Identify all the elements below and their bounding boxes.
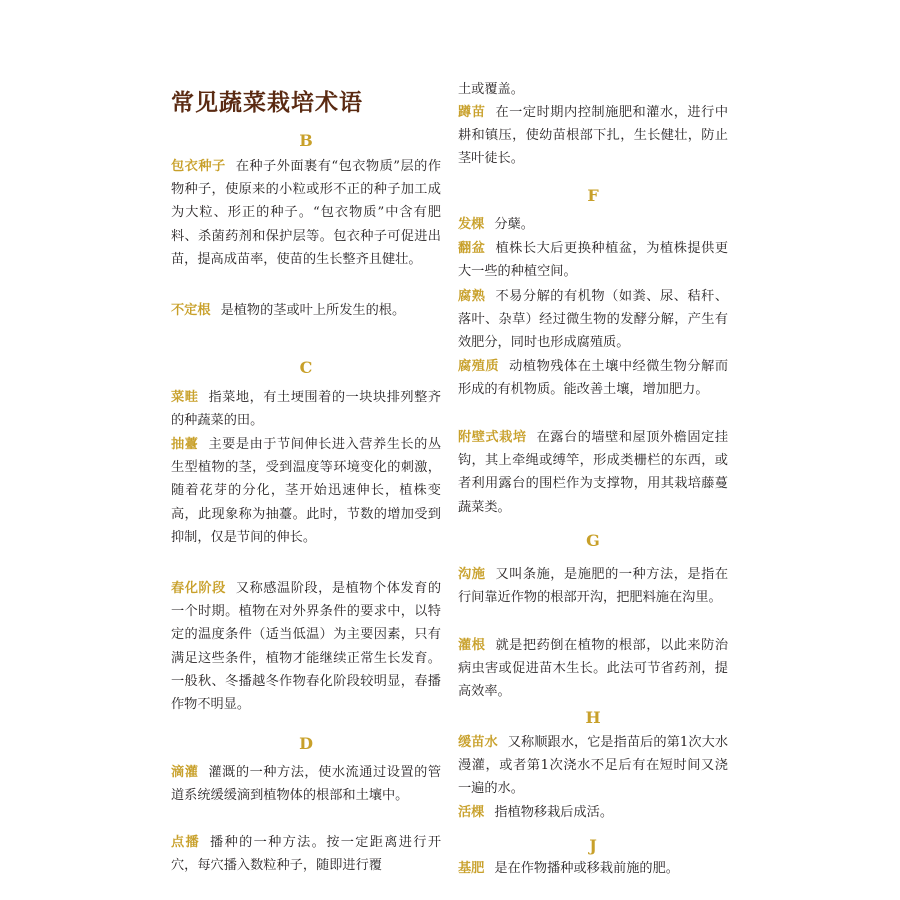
entry-term: 春化阶段 xyxy=(171,581,226,596)
entry-term: 不定根 xyxy=(171,303,211,318)
section-letter-h: H xyxy=(585,708,601,727)
section-letter-f: F xyxy=(587,186,599,205)
entry-term: 包衣种子 xyxy=(171,159,226,174)
entry-term: 基肥 xyxy=(458,861,485,876)
entry-definition: 就是把药倒在植物的根部，以此来防治病虫害或促进苗木生长。此法可节省药剂，提高效率。 xyxy=(458,638,729,700)
entry-baoyi xyxy=(171,155,441,271)
entry-definition: 是在作物播种或移栽前施的肥。 xyxy=(494,861,679,876)
entry-term: 沟施 xyxy=(458,567,486,582)
entry-definition: 主要是由于节间伸长进入营养生长的丛生型植物的茎，受到温度等环境变化的刺激，随着花芽的分化，茎开始迅速伸长，植株变高，此现象称为抽薹。此时，节数的增加受到抑制，仅是节间的伸长。 xyxy=(171,437,442,545)
entry-definition: 在种子外面裹有“包衣物质”层的作物种子，使原来的小粒或形不正的种子加工成为大粒、形正的种子。“包衣物质”中含有肥料、杀菌药剂和保护层等。包衣种子可促进出苗，提高成苗率，使苗的生长整齐且健壮。 xyxy=(171,159,442,267)
entry-term: 菜畦 xyxy=(171,390,199,405)
entry-fanpen xyxy=(458,237,728,283)
entry-goushi xyxy=(458,563,728,609)
entry-term: 点播 xyxy=(171,835,201,850)
entry-definition: 土或覆盖。 xyxy=(458,82,524,97)
page-title: 常见蔬菜栽培术语 xyxy=(171,90,363,116)
section-letter-c: C xyxy=(299,358,313,377)
entry-choutai xyxy=(171,433,441,549)
entry-definition: 灌溉的一种方法，使水流通过设置的管道系统缓缓滴到植物体的根部和土壤中。 xyxy=(171,765,442,804)
entry-buding xyxy=(171,299,441,322)
section-letter-d: D xyxy=(299,734,313,753)
entry-term: 滴灌 xyxy=(171,765,199,780)
entry-definition: 在一定时期内控制施肥和灌水，进行中耕和镇压，使幼苗根部下扎，生长健壮，防止茎叶徒长。 xyxy=(458,105,729,167)
entry-definition: 不易分解的有机物（如粪、尿、秸秆、落叶、杂草）经过微生物的发酵分解，产生有效肥分，同时也形成腐殖质。 xyxy=(458,289,729,351)
entry-definition: 又称感温阶段，是植物个体发育的一个时期。植物在对外界条件的要求中，以特定的温度条件（适当低温）为主要因素，只有满足这些条件，植物才能继续正常生长发育。一般秋、冬播越冬作物春化阶段较明显，春播作物不明显。 xyxy=(171,581,442,713)
entry-definition: 指植物移栽后成活。 xyxy=(494,805,614,820)
entry-definition: 又称顺跟水，它是指苗后的第1次大水漫灌，或者第1次浇水不足后有在短时间又浇一遍的水。 xyxy=(458,735,729,797)
entry-term: 腐熟 xyxy=(458,289,486,304)
entry-dianbo-continued xyxy=(458,78,728,101)
section-letter-g: G xyxy=(586,531,600,550)
entry-fake xyxy=(458,213,728,236)
entry-term: 抽薹 xyxy=(171,437,199,452)
entry-caiqi xyxy=(171,386,441,432)
entry-definition: 指菜地，有土埂围着的一块块排列整齐的种蔬菜的田。 xyxy=(171,390,442,429)
entry-term: 发棵 xyxy=(458,217,485,232)
entry-definition: 分蘖。 xyxy=(494,217,534,232)
entry-term: 附壁式栽培 xyxy=(458,430,527,445)
entry-dunmiao xyxy=(458,101,728,171)
section-letter-b: B xyxy=(299,131,313,150)
entry-definition: 在露台的墙壁和屋顶外檐固定挂钩，其上牵绳或缚竿，形成类栅栏的东西，或者利用露台的围栏作为支撑物，用其栽培藤蔓蔬菜类。 xyxy=(458,430,729,515)
entry-fushu xyxy=(458,285,728,355)
entry-fuzhi xyxy=(458,355,728,401)
entry-dianbo xyxy=(171,831,441,877)
entry-definition: 植株长大后更换种植盆，为植株提供更大一些的种植空间。 xyxy=(458,241,729,280)
entry-term: 活棵 xyxy=(458,805,485,820)
entry-chunhua xyxy=(171,577,441,716)
entry-fubi xyxy=(458,426,728,519)
entry-definition: 动植物残体在土壤中经微生物分解而形成的有机物质。能改善土壤，增加肥力。 xyxy=(458,359,729,398)
entry-diguan xyxy=(171,761,441,807)
entry-huanmiao xyxy=(458,731,728,801)
entry-term: 缓苗水 xyxy=(458,735,498,750)
section-letter-j: J xyxy=(589,836,597,855)
entry-guangen xyxy=(458,634,728,704)
entry-term: 灌根 xyxy=(458,638,486,653)
entry-definition: 播种的一种方法。按一定距离进行开穴，每穴播入数粒种子，随即进行覆 xyxy=(171,835,442,874)
entry-term: 翻盆 xyxy=(458,241,486,256)
entry-jifei xyxy=(458,857,728,880)
entry-definition: 又叫条施，是施肥的一种方法，是指在行间靠近作物的根部开沟，把肥料施在沟里。 xyxy=(458,567,729,606)
entry-term: 蹲苗 xyxy=(458,105,486,120)
entry-definition: 是植物的茎或叶上所发生的根。 xyxy=(220,303,406,318)
entry-term: 腐殖质 xyxy=(458,359,500,374)
entry-huoke xyxy=(458,801,728,824)
